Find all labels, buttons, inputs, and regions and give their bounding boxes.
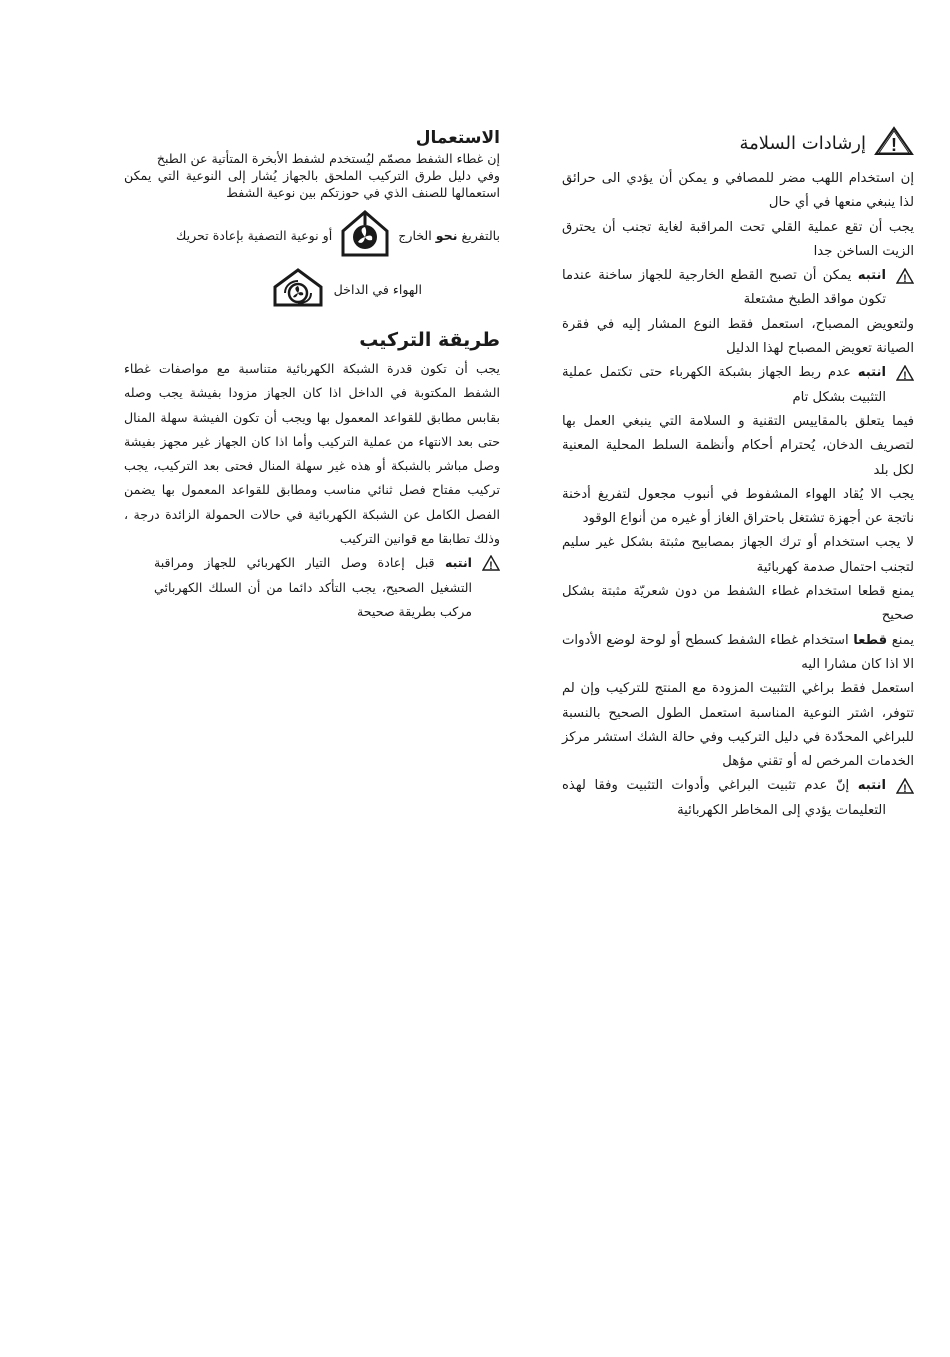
- warning-icon: [894, 778, 914, 798]
- safety-paragraph: يمنع قطعا استخدام غطاء الشفط كسطح أو لوحة لوضع الأدوات الا اذا كان مشارا اليه: [562, 632, 914, 672]
- caution-note: [562, 264, 914, 313]
- warning-icon: [874, 126, 914, 161]
- safety-paragraph: إن استخدام اللهب مضر للمصافي و يمكن أن يؤدي الى حرائق لذا ينبغي منعها في أي حال: [562, 171, 914, 211]
- warning-icon: [894, 268, 914, 288]
- exhaust-outside-icon: [340, 209, 390, 261]
- warning-icon: [894, 365, 914, 385]
- install-title: طريقة التركيب: [359, 329, 500, 351]
- safety-paragraph: يجب الا يُقاد الهواء المشفوط في أنبوب مجعول لتفريغ أدخنة ناتجة عن أجهزة تشتغل باحتراق الغاز أو غيره من أنواع الوقود: [562, 486, 914, 527]
- safety-section: [562, 122, 914, 823]
- usage-paragraph: إن غطاء الشفط مصمّم ليُستخدم لشفط الأبخرة المتأتية عن الطبخ: [156, 151, 500, 166]
- usage-install-section: [124, 122, 500, 624]
- svg-text:!: !: [891, 135, 897, 155]
- safety-paragraph: استعمل فقط براغي التثبيت المزودة مع المنتج للتركيب وإن لم تتوفر، اشتر النوعية المناسبة استعمل الطول الصحيح بالنسبة للبراغي المحدّدة في دليل التركيب وفي حالة الشك استشر مركز الخدمات المرخص له أو تقني مؤهل: [562, 681, 914, 770]
- caution-text: إنّ عدم تثبيت البراغي وأدوات التثبيت وفقا لهذه التعليمات يؤدي إلى المخاطر الكهربائية: [562, 778, 886, 818]
- exhaust-mode-row: [124, 209, 500, 261]
- recirculation-mode-end: الهواء في الداخل: [333, 281, 422, 297]
- caution-label: انتبه: [857, 268, 886, 284]
- exhaust-mode-text: بالتفريغ نحو الخارج: [398, 227, 500, 243]
- svg-text:!: !: [903, 273, 907, 285]
- caution-text: يمكن أن تصبح القطع الخارجية للجهاز ساخنة عندما تكون مواقد الطبخ مشتعلة: [562, 268, 886, 308]
- caution-label: انتبه: [857, 365, 886, 381]
- safety-paragraph: يجب أن تقع عملية القلي تحت المراقبة لغاية تجنب أن يحترق الزيت الساخن جدا: [562, 219, 914, 259]
- recirculation-mode-text: أو نوعية التصفية بإعادة تحريك: [175, 227, 333, 243]
- warning-icon: [480, 555, 500, 575]
- caution-note: [124, 551, 500, 624]
- safety-title: إرشادات السلامة: [739, 133, 866, 154]
- safety-heading: [562, 126, 914, 161]
- recirculation-mode-row: [124, 267, 422, 311]
- caution-label: انتبه: [857, 778, 886, 794]
- caution-label: انتبه: [445, 555, 472, 571]
- safety-paragraph: لا يجب استخدام أو ترك الجهاز بمصابيح مثبتة بشكل غير سليم لتجنب احتمال صدمة كهربائية: [562, 535, 914, 575]
- caution-note: [562, 361, 914, 410]
- safety-paragraph: ولتعويض المصباح، استعمل فقط النوع المشار إليه في فقرة الصيانة تعويض المصباح لهذا الدليل: [562, 316, 914, 357]
- caution-text: قبل إعادة وصل التيار الكهربائي للجهاز ومراقبة التشغيل الصحيح، يجب التأكد دائما من أن السلك الكهربائي مركب بطريقة صحيحة: [154, 555, 472, 619]
- svg-text:!: !: [903, 783, 907, 795]
- caution-text: عدم ربط الجهاز بشبكة الكهرباء حتى تكتمل عملية التثبيت بشكل تام: [562, 365, 886, 405]
- svg-text:!: !: [489, 560, 493, 572]
- install-paragraph: يجب أن تكون قدرة الشبكة الكهربائية متناسبة مع مواصفات غطاء الشفط المكتوبة في الداخل اذا كان الجهاز مزودا بفيشة يجب وصله بقابس مطابق للقواعد المعمول بها ويجب أن تكون الفيشة سهلة المنال حتى بعد الانتهاء من عملية التركيب وأما اذا كان الجهاز غير مجهز بفيشة وصل مباشر بالشبكة أو هذه غير سهلة المنال فحتى بعد التركيب، يجب تركيب مفتاح فصل ثنائي مناسب ومطابق للقواعد المعمول بها يضمن الفصل الكامل عن الشبكة الكهربائية في حالات الحمولة الزائدة درجة ، وذلك تطابقا مع قوانين التركيب: [124, 361, 500, 547]
- recirculation-icon: [272, 267, 324, 311]
- emphasis-text: قطعا: [853, 632, 888, 648]
- caution-note: [562, 774, 914, 823]
- safety-paragraph: يمنع قطعا استخدام غطاء الشفط من دون شعريّة مثبتة بشكل صحيح: [562, 584, 914, 624]
- usage-paragraph: وفي دليل طرق التركيب الملحق بالجهاز يُشار إلى النوعية التي يمكن استعمالها للصنف الذي في حوزتكم بين نوعية الشفط: [124, 168, 500, 200]
- svg-text:!: !: [903, 370, 907, 382]
- usage-title: الاستعمال: [415, 128, 500, 148]
- safety-paragraph: فيما يتعلق بالمقاييس التقنية و السلامة التي ينبغي العمل بها لتصريف الدخان، يُحترام أحكام وأنظمة السلط المحلية المعنية لكل بلد: [562, 413, 914, 478]
